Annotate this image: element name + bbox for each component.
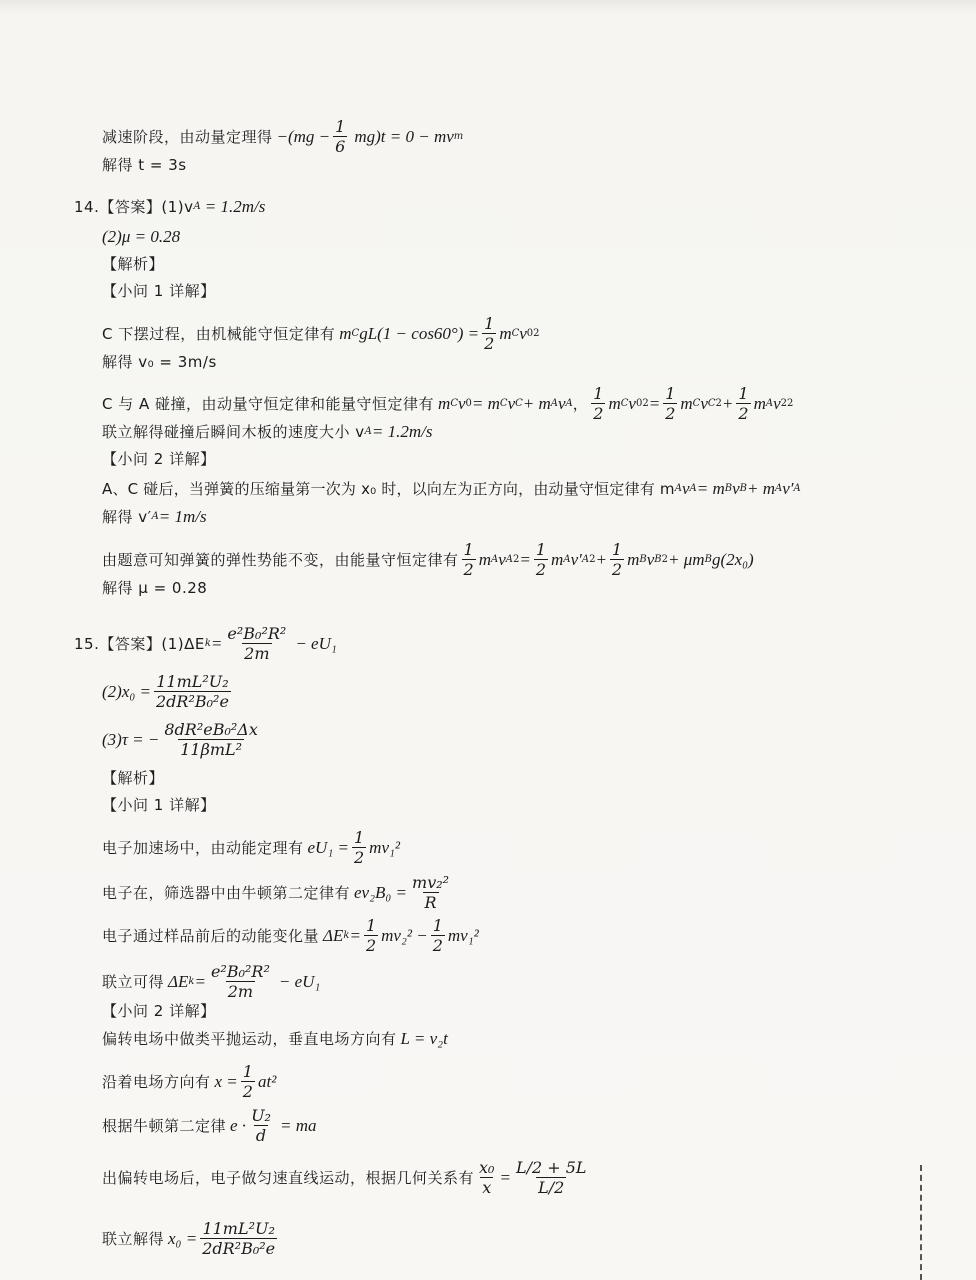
frac-numerator: 1 xyxy=(484,314,495,333)
q14-l3-comma: ， xyxy=(572,394,589,413)
q14-l3-eq-g: m xyxy=(608,393,621,413)
q13-decel-eq-b: mg)t = 0 − mv xyxy=(354,126,454,146)
frac-denominator: 2m xyxy=(244,644,270,663)
q14-l7-sub6: B xyxy=(654,553,662,565)
q14-l5-sub6: A xyxy=(793,483,801,494)
q14-l7-e: v′ xyxy=(570,549,582,569)
q14-l1-eq-b: gL(1 − cos60°) = xyxy=(359,323,480,343)
q15-l4-tail: − eU₁ xyxy=(278,971,321,991)
q14-l3-sub2: 0 xyxy=(465,397,472,409)
q14-answer1-text: 14.【答案】(1)v xyxy=(74,198,194,216)
q15-l7-tail: = ma xyxy=(279,1115,317,1135)
frac-numerator: 11mL²U₂ xyxy=(156,672,229,691)
q14-answer2-text: (2)μ = 0.28 xyxy=(102,227,181,246)
q15-l8-eq: = xyxy=(499,1167,511,1187)
q15-l7-text: 根据牛顿第二定律 xyxy=(102,1116,227,1135)
q15-l4-text: 联立可得 xyxy=(102,972,165,991)
frac-numerator: 1 xyxy=(611,540,623,559)
q13-solve-t xyxy=(102,154,187,176)
q14-l7-sub1: A xyxy=(490,553,499,565)
frac-denominator: 2 xyxy=(242,1082,253,1101)
q15-answer1-eq: = xyxy=(210,633,223,653)
q14-l7-a: m xyxy=(478,549,491,569)
q14-l3-text: C 与 A 碰撞，由动量守恒定律和能量守恒定律有 xyxy=(102,394,435,413)
q14-l3-eq-k: v xyxy=(700,393,708,413)
q14-line3 xyxy=(102,384,793,423)
q14-l4-sub: A xyxy=(364,426,372,437)
q15-l9-eq: x₀ = xyxy=(168,1228,198,1248)
frac-numerator: L/2 + 5L xyxy=(515,1158,587,1177)
q13-decel-frac xyxy=(333,117,347,156)
q15-line5 xyxy=(102,1028,448,1050)
q14-l1-eq-d: v xyxy=(519,323,527,343)
q14-line4 xyxy=(102,421,432,443)
q14-l3-sup12: 2 xyxy=(787,397,794,409)
q15-line2 xyxy=(102,873,454,912)
q15-l6-tail: at² xyxy=(257,1071,277,1091)
q14-l7-sup2: 2 xyxy=(513,553,520,565)
q15-l1-frac xyxy=(352,828,366,867)
q14-l4-val: = 1.2m/s xyxy=(371,422,433,441)
q14-l7-c: = xyxy=(519,549,531,569)
q15-l3-tail: mv₁² xyxy=(447,925,479,945)
q14-line5 xyxy=(102,478,801,500)
q13-decel-line xyxy=(102,117,463,156)
q14-part1-text: 【小问 1 详解】 xyxy=(102,282,216,300)
q14-l4-text: 联立解得碰撞后瞬间木板的速度大小 v xyxy=(102,423,365,441)
q15-answer1-sub: k xyxy=(204,637,211,649)
q15-l7-frac xyxy=(249,1106,273,1145)
q15-part2-label xyxy=(102,1000,216,1022)
frac-denominator: 2 xyxy=(365,936,377,955)
q15-answer1 xyxy=(74,624,337,663)
frac-numerator: U₂ xyxy=(251,1106,271,1125)
frac-denominator: 2 xyxy=(463,560,474,579)
q15-analysis-label xyxy=(102,767,164,789)
q15-analysis-text: 【解析】 xyxy=(102,769,165,787)
q15-l3-frac1 xyxy=(364,916,378,955)
q14-l1-sub: C xyxy=(351,327,360,339)
frac-numerator: 1 xyxy=(535,540,547,559)
q15-answer2-text: (2)x₀ = xyxy=(102,681,151,701)
q14-line1 xyxy=(102,314,540,353)
q14-l7-j: g(2x₀) xyxy=(711,549,754,569)
q14-line6 xyxy=(102,506,207,528)
q15-l3-mid: mv₂² − xyxy=(381,925,428,945)
q14-l3-sub3: C xyxy=(499,397,508,409)
q14-part2-label xyxy=(102,448,216,470)
q15-l8-frac-small xyxy=(477,1158,496,1197)
q15-l3-eq-b: = xyxy=(349,925,361,945)
q15-line4 xyxy=(102,962,320,1001)
q14-l3-eq-h: v xyxy=(628,393,636,413)
q14-l3-eq-l: + xyxy=(721,393,734,413)
q15-l6-text: 沿着电场方向有 xyxy=(102,1072,211,1091)
frac-numerator: 8dR²eB₀²Δx xyxy=(164,720,258,739)
q14-l3-eq-m: m xyxy=(753,393,766,413)
q14-l1-eq-c-sub: C xyxy=(511,327,520,339)
q15-l4-eq-b: = xyxy=(194,971,206,991)
q14-l5-sub4: B xyxy=(739,483,747,494)
q14-analysis-text: 【解析】 xyxy=(102,255,165,273)
q15-line1 xyxy=(102,828,400,867)
q14-l1-eq-d-sub: 0 xyxy=(526,327,534,339)
q15-l3-eq: ΔE xyxy=(323,925,344,945)
q15-answer2-frac xyxy=(154,672,231,711)
q15-part1-label xyxy=(102,794,216,816)
q14-l8-text: 解得 μ = 0.28 xyxy=(102,579,208,597)
q15-l1-eq: eU₁ = xyxy=(307,837,349,857)
q14-l3-eq-j: m xyxy=(680,393,693,413)
frac-numerator: 1 xyxy=(365,916,377,935)
q14-l5-c: = m xyxy=(696,479,725,498)
frac-denominator: 2 xyxy=(738,404,749,423)
q15-l6-eq: x = xyxy=(214,1071,238,1091)
q14-l3-eq-b: v xyxy=(457,393,466,413)
q15-answer3-text: (3)τ = − xyxy=(102,729,160,749)
q14-l7-frac1 xyxy=(462,540,476,579)
q14-l3-frac2 xyxy=(663,384,677,423)
q14-l7-sup6: 2 xyxy=(661,553,669,565)
q14-l7-sub2: A xyxy=(505,553,513,565)
q15-l2-eq: ev₂B₀ = xyxy=(354,882,408,902)
binding-dashed-line xyxy=(920,1165,922,1280)
q15-answer3 xyxy=(102,720,263,759)
q14-l7-b: v xyxy=(498,549,506,569)
q14-l3-sub7: C xyxy=(620,397,629,409)
frac-denominator: d xyxy=(255,1126,267,1145)
q15-l2-text: 电子在，筛选器中由牛顿第二定律有 xyxy=(102,883,351,902)
q13-decel-eq-a: −(mg − xyxy=(276,126,331,146)
q15-part2-text: 【小问 2 详解】 xyxy=(102,1002,216,1020)
frac-denominator: 6 xyxy=(335,137,346,156)
q14-l6-sub: A xyxy=(151,511,159,522)
q14-l3-eq-i: = xyxy=(648,393,661,413)
frac-denominator: 2 xyxy=(665,404,676,423)
q14-l5-f: v′ xyxy=(782,479,794,498)
q14-l5-sub2: A xyxy=(689,483,697,494)
q15-answer3-frac xyxy=(162,720,260,759)
q14-l1-text: C 下摆过程，由机械能守恒定律有 xyxy=(102,324,336,343)
q14-l6-text: 解得 v′ xyxy=(102,508,152,526)
q14-analysis-label xyxy=(102,253,164,275)
frac-denominator: 2dR²B₀²e xyxy=(156,692,229,711)
frac-numerator: e²B₀²R² xyxy=(227,624,287,643)
q14-l5-e: + m xyxy=(747,479,775,498)
frac-numerator: mv₂² xyxy=(412,873,450,892)
frac-numerator: 1 xyxy=(463,540,474,559)
q15-answer1-text: 15.【答案】(1)ΔE xyxy=(74,634,205,653)
q14-l7-sub7: B xyxy=(704,553,712,565)
q14-l6-val: = 1m/s xyxy=(158,507,207,526)
q14-l7-text: 由题意可知弹簧的弹性势能不变，由能量守恒定律有 xyxy=(102,550,459,569)
q14-l3-eq: m xyxy=(438,393,451,413)
q14-l3-frac3 xyxy=(736,384,750,423)
q14-l3-sub1: C xyxy=(450,397,458,409)
q15-l6-frac xyxy=(241,1062,255,1101)
q14-answer1-sub: A xyxy=(193,201,201,212)
q14-l5-sub1: A xyxy=(674,483,682,494)
frac-numerator: e²B₀²R² xyxy=(210,962,270,981)
frac-numerator: 11mL²U₂ xyxy=(202,1219,275,1238)
q15-l4-eq: ΔE xyxy=(168,971,189,991)
frac-denominator: 2m xyxy=(227,982,254,1001)
q14-l5-d: v xyxy=(732,479,740,498)
q14-l7-i: + μm xyxy=(668,549,705,569)
q14-l7-g: m xyxy=(627,549,640,569)
q14-l3-sup10: 2 xyxy=(715,397,722,409)
q14-l7-sub4: A xyxy=(581,553,590,565)
q15-answer2 xyxy=(102,672,234,711)
q15-l5-text: 偏转电场中做类平抛运动，垂直电场方向有 xyxy=(102,1030,397,1048)
q14-l5-sub5: A xyxy=(775,483,783,494)
q15-l7-eq: e · xyxy=(230,1115,247,1135)
q13-solve-t-text: 解得 t = 3s xyxy=(102,156,187,174)
q14-l3-sup8: 2 xyxy=(642,397,649,409)
q15-line7 xyxy=(102,1106,316,1145)
q14-line8 xyxy=(102,577,207,599)
q15-part1-text: 【小问 1 详解】 xyxy=(102,796,216,814)
q15-line9 xyxy=(102,1219,280,1258)
q15-line6 xyxy=(102,1062,276,1101)
frac-denominator: 11βmL² xyxy=(180,740,243,759)
q14-l3-sub12: 2 xyxy=(780,397,788,409)
q15-l9-text: 联立解得 xyxy=(102,1229,165,1248)
frac-denominator: 2 xyxy=(611,560,623,579)
q14-part1-label xyxy=(102,280,216,302)
q14-l3-sub8: 0 xyxy=(635,397,643,409)
frac-numerator: 1 xyxy=(593,384,604,403)
q14-l7-sub3: A xyxy=(563,553,571,565)
frac-numerator: 1 xyxy=(665,384,676,403)
q14-l7-h: v xyxy=(646,549,655,569)
q15-l9-frac xyxy=(200,1219,277,1258)
q15-answer1-tail: − eU₁ xyxy=(295,633,337,653)
q14-l3-frac1 xyxy=(591,384,605,423)
frac-numerator: 1 xyxy=(738,384,749,403)
q13-decel-eq-sub: m xyxy=(453,130,464,142)
frac-denominator: 2 xyxy=(484,334,495,353)
q14-answer1 xyxy=(74,196,265,218)
q14-l5-sub3: B xyxy=(724,483,733,494)
q14-l3-sub6: A xyxy=(565,397,573,409)
frac-denominator: 2dR²B₀²e xyxy=(202,1239,276,1258)
q14-l5-b: v xyxy=(681,479,690,498)
q14-line2 xyxy=(102,351,217,373)
q14-line7 xyxy=(102,540,754,579)
frac-denominator: 2 xyxy=(593,404,604,423)
frac-denominator: 2 xyxy=(535,560,547,579)
frac-denominator: 2 xyxy=(353,848,365,867)
q14-l2-text: 解得 v₀ = 3m/s xyxy=(102,353,217,371)
q14-l3-eq-e: + m xyxy=(522,393,551,413)
q15-l3-frac2 xyxy=(431,916,445,955)
q15-l3-sub: k xyxy=(343,929,350,941)
q14-l7-sub5: B xyxy=(639,553,647,565)
q15-l5-eq: L = v₂t xyxy=(400,1029,448,1048)
q14-l3-sub9: C xyxy=(692,397,701,409)
frac-numerator: 1 xyxy=(353,828,365,847)
frac-denominator: R xyxy=(424,893,437,912)
q13-decel-text: 减速阶段，由动量定理得 xyxy=(102,127,273,146)
q14-l7-sup4: 2 xyxy=(589,553,596,565)
q14-l7-frac3 xyxy=(610,540,624,579)
frac-denominator: 2 xyxy=(432,936,443,955)
q15-l3-text: 电子通过样品前后的动能变化量 xyxy=(102,926,320,945)
q14-l7-f: + xyxy=(595,549,607,569)
q14-part2-text: 【小问 2 详解】 xyxy=(102,450,216,468)
q15-l4-frac xyxy=(209,962,272,1001)
q15-line3 xyxy=(102,916,479,955)
q15-l8-frac-big xyxy=(514,1158,589,1197)
q15-line8 xyxy=(102,1158,592,1197)
q14-l3-sub4: C xyxy=(515,397,523,409)
q14-l3-sub10: C xyxy=(707,397,716,409)
q15-l8-text: 出偏转电场后，电子做匀速直线运动，根据几何关系有 xyxy=(102,1168,475,1187)
q14-l1-eq-d-sup: 2 xyxy=(533,327,540,339)
q15-l4-sub: k xyxy=(188,975,195,987)
q14-l3-sub5: A xyxy=(550,397,558,409)
frac-denominator: L/2 xyxy=(538,1178,565,1197)
frac-numerator: 1 xyxy=(242,1062,253,1081)
q14-answer1-val: = 1.2m/s xyxy=(204,197,266,216)
q14-l5-text: A、C 碰后，当弹簧的压缩量第一次为 x₀ 时，以向左为正方向，由动量守恒定律有 m xyxy=(102,480,675,498)
q15-l1-tail: mv₁² xyxy=(369,837,401,857)
frac-numerator: x₀ xyxy=(479,1158,495,1177)
q14-l1-eq: m xyxy=(339,323,352,343)
frac-denominator: x xyxy=(482,1178,492,1197)
q14-l3-sub11: A xyxy=(765,397,774,409)
q14-l3-eq-d: v xyxy=(507,393,516,413)
q14-answer2 xyxy=(102,226,180,248)
frac-numerator: 1 xyxy=(432,916,443,935)
q15-answer1-frac xyxy=(225,624,288,663)
q14-l1-frac xyxy=(482,314,496,353)
q14-l3-eq-n: v xyxy=(773,393,781,413)
q15-l1-text: 电子加速场中，由动能定理有 xyxy=(102,838,304,857)
frac-numerator: 1 xyxy=(335,117,346,136)
q14-l3-eq-f: v xyxy=(558,393,566,413)
q14-l7-d: m xyxy=(551,549,564,569)
q14-l7-frac2 xyxy=(534,540,548,579)
q14-l1-eq-c: m xyxy=(499,323,512,343)
q14-l3-eq-c: = m xyxy=(471,393,500,413)
q15-l2-frac xyxy=(410,873,451,912)
